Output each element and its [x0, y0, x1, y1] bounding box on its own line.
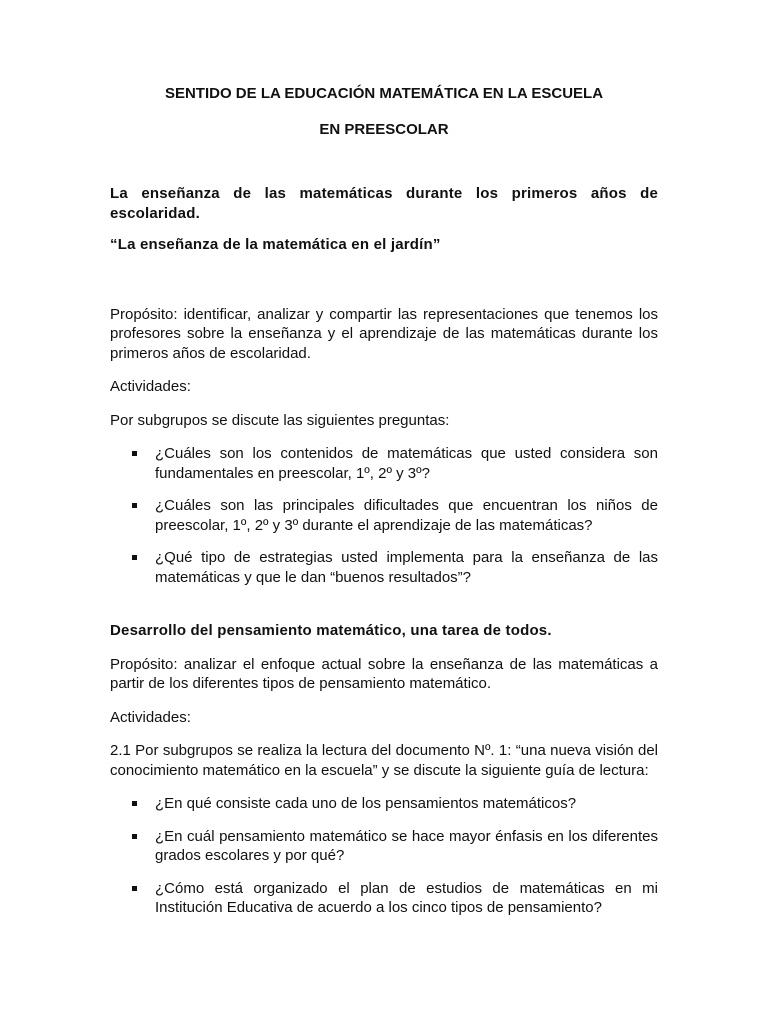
document-title-line1: SENTIDO DE LA EDUCACIÓN MATEMÁTICA EN LA ESCUELA — [164, 85, 604, 102]
section2-purpose: Propósito: analizar el enfoque actual sobre la enseñanza de las matemáticas a partir de los diferentes tipos de pensamiento matemático. — [110, 655, 658, 692]
square-bullet-icon — [132, 886, 137, 891]
list-item — [110, 444, 658, 483]
document-title-line2: EN PREESCOLAR — [319, 121, 449, 138]
section2-activities-label: Actividades: — [110, 708, 191, 726]
square-bullet-icon — [132, 503, 137, 508]
question-text: ¿Cuáles son las principales dificultades que encuentran los niños de preescolar, 1º, 2º y 3º durante el aprendizaje de las matemáticas? — [155, 497, 658, 534]
section2-heading: Desarrollo del pensamiento matemático, una tarea de todos. — [110, 622, 552, 639]
section2-question-list — [110, 794, 658, 918]
list-item — [110, 879, 658, 918]
question-text: ¿Cómo está organizado el plan de estudios de matemáticas en mi Institución Educativa de acuerdo a los cinco tipos de pensamiento? — [155, 879, 658, 916]
section1-intro: Por subgrupos se discute las siguientes preguntas: — [110, 411, 450, 429]
square-bullet-icon — [132, 801, 137, 806]
list-item — [110, 794, 658, 814]
section1-activities-label: Actividades: — [110, 378, 191, 395]
section2-activity-2-1: 2.1 Por subgrupos se realiza la lectura del documento Nº. 1: “una nueva visión del conocimiento matemático en la escuela” y se discute la siguiente guía de lectura: — [110, 742, 658, 779]
question-text: ¿En qué consiste cada uno de los pensamientos matemáticos? — [155, 795, 577, 812]
section1-subheading: “La enseñanza de la matemática en el jardín” — [110, 236, 441, 253]
section1-question-list — [110, 444, 658, 587]
section1-purpose: Propósito: identificar, analizar y compartir las representaciones que tenemos los profesores sobre la enseñanza y el aprendizaje de las matemáticas durante los primeros años de escolaridad. — [110, 305, 658, 362]
square-bullet-icon — [132, 451, 137, 456]
question-text: ¿Qué tipo de estrategias usted implementa para la enseñanza de las matemáticas y que le dan “buenos resultados”? — [155, 549, 658, 586]
question-text: ¿Cuáles son los contenidos de matemáticas que usted considera son fundamentales en preescolar, 1º, 2º y 3º? — [155, 445, 658, 482]
list-item — [110, 827, 658, 866]
square-bullet-icon — [132, 555, 137, 560]
square-bullet-icon — [132, 834, 137, 839]
section1-heading: La enseñanza de las matemáticas durante los primeros años de escolaridad. — [110, 185, 658, 222]
list-item — [110, 548, 658, 587]
list-item — [110, 496, 658, 535]
question-text: ¿En cuál pensamiento matemático se hace mayor énfasis en los diferentes grados escolares y por qué? — [155, 827, 658, 864]
